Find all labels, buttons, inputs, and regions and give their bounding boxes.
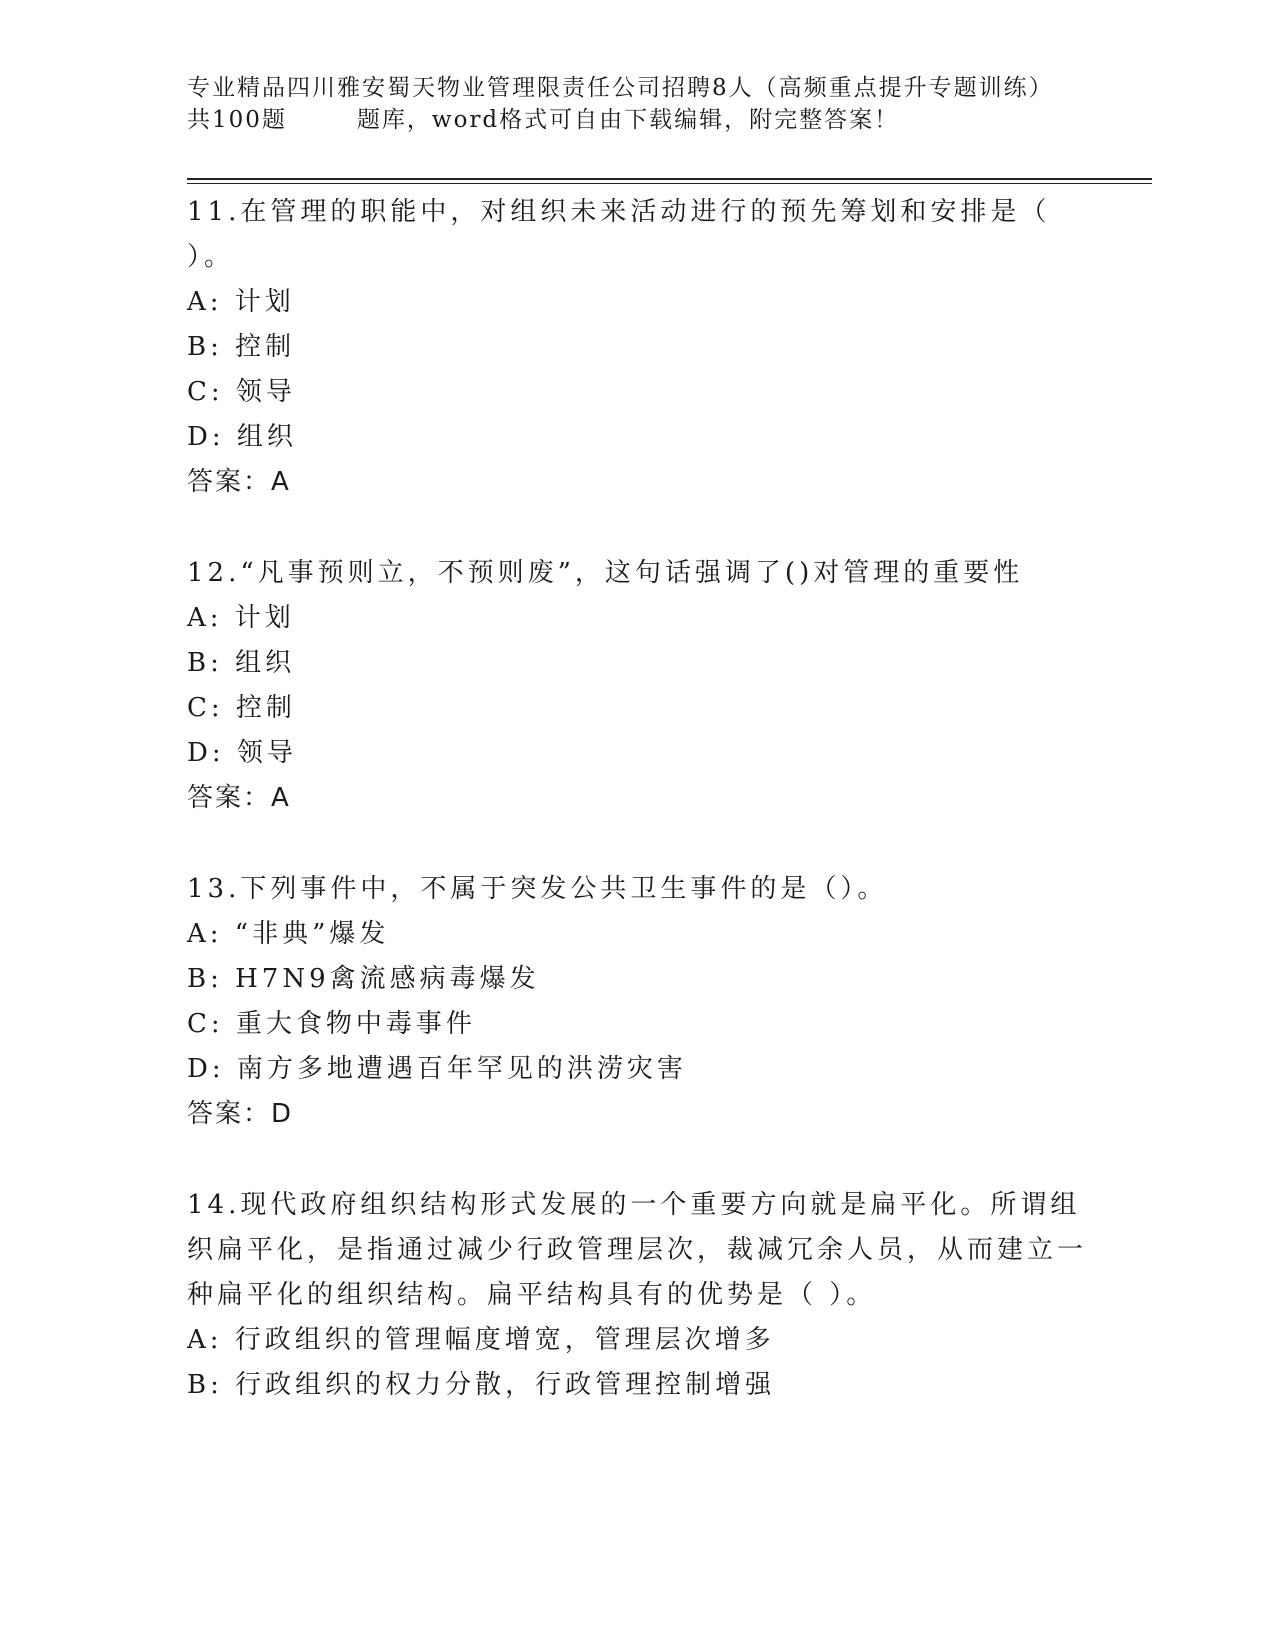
header-subtitle [187,104,1147,136]
header-count: 共100题 [187,107,287,133]
question-text: 12.“凡事预则立，不预则废”，这句话强调了()对管理的重要性 [187,558,1024,588]
question-13 [187,867,1087,1137]
option-d: D: 南方多地遭遇百年罕见的洪涝灾害 [187,1054,687,1084]
question-14 [187,1183,1087,1408]
option-a: A: 计划 [187,287,295,317]
header-divider-thin [187,183,1152,184]
option-c: C: 领导 [187,377,296,407]
option-a: A: 计划 [187,603,295,633]
option-b: B: H7N9禽流感病毒爆发 [187,964,540,994]
option-d: D: 领导 [187,738,297,768]
option-c: C: 控制 [187,693,296,723]
question-list [187,190,1087,1454]
document-header [187,72,1147,136]
question-12 [187,551,1087,821]
option-a: A: “非典”爆发 [187,919,390,949]
question-text: 13.下列事件中，不属于突发公共卫生事件的是（）。 [187,874,888,904]
option-b: B: 组织 [187,648,296,678]
question-text: 14.现代政府组织结构形式发展的一个重要方向就是扁平化。所谓组织扁平化，是指通过减少行政管理层次，裁减冗余人员，从而建立一种扁平化的组织结构。扁平结构具有的优势是（ ）。 [187,1190,1088,1310]
option-b: B: 行政组织的权力分散，行政管理控制增强 [187,1370,776,1400]
answer: 答案：A [187,783,291,813]
question-text: 11.在管理的职能中，对组织未来活动进行的预先筹划和安排是（ ）。 [187,197,1051,272]
option-a: A: 行政组织的管理幅度增宽，管理层次增多 [187,1325,775,1355]
answer: 答案：A [187,467,291,497]
option-c: C: 重大食物中毒事件 [187,1009,476,1039]
answer: 答案：D [187,1099,294,1129]
question-11 [187,190,1087,505]
header-description: 题库，word格式可自由下载编辑，附完整答案！ [356,107,900,133]
option-d: D: 组织 [187,422,297,452]
option-b: B: 控制 [187,332,296,362]
header-divider-thick [187,178,1152,180]
header-title: 专业精品四川雅安蜀天物业管理限责任公司招聘8人（高频重点提升专题训练） [187,75,1054,101]
